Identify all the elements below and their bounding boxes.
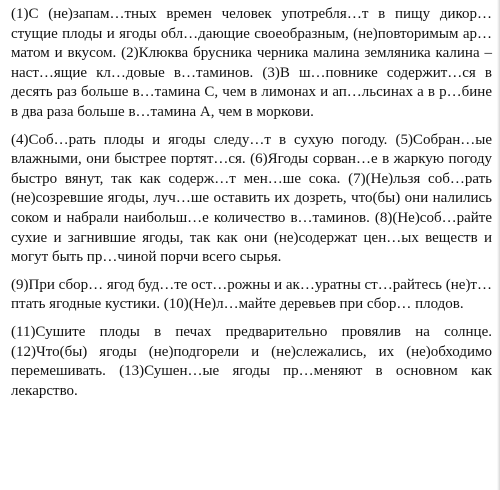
paragraph-1: (1)С (не)запам…тных времен человек употребля…т в пищу дикор…стущие плоды и ягоды обл…дающие своеобразным, (не)повторимым ар…матом и вкусом. (2)Клюква брусника черника малина земляника калина – наст…ящие кл…довые в…таминов. (3)В ш…повнике содержит…ся в десять раз больше в…тамина С, чем в лимонах и ап…льсинах а в р…бине в два раза больше в…тамина А, чем в моркови. (11, 6, 492, 120)
paragraph-2: (4)Соб…рать плоды и ягоды следу…т в сухую погоду. (5)Собран…ые влажными, они быстрее портят…ся. (6)Ягоды сорван…е в жаркую погоду быстро вянут, так как содерж…т мен…ше сока. (7)(Не)льзя соб…рать (не)созревшие ягоды, луч…ше оставить их дозреть, что(бы) они налились соком и набрали наибольш…е количество в…таминов. (8)(Не)соб…райте сухие и загнившие ягоды, так как они (не)содержат цен…ых веществ и могут быть пр…чиной порчи всего сырья. (11, 131, 492, 266)
paragraph-3: (9)При сбор… ягод буд…те ост…рожны и ак…уратны ст…райтесь (не)т…птать ягодные кустики. (10)(Не)л…майте деревьев при сбор… плодов. (11, 276, 492, 313)
paragraph-4: (11)Сушите плоды в печах предварительно провялив на солнце. (12)Что(бы) ягоды (не)подгорели и (не)слежались, их (не)обходимо перемешивать. (13)Сушен…ые ягоды пр…меняют в основном как лекарство. (11, 323, 492, 399)
